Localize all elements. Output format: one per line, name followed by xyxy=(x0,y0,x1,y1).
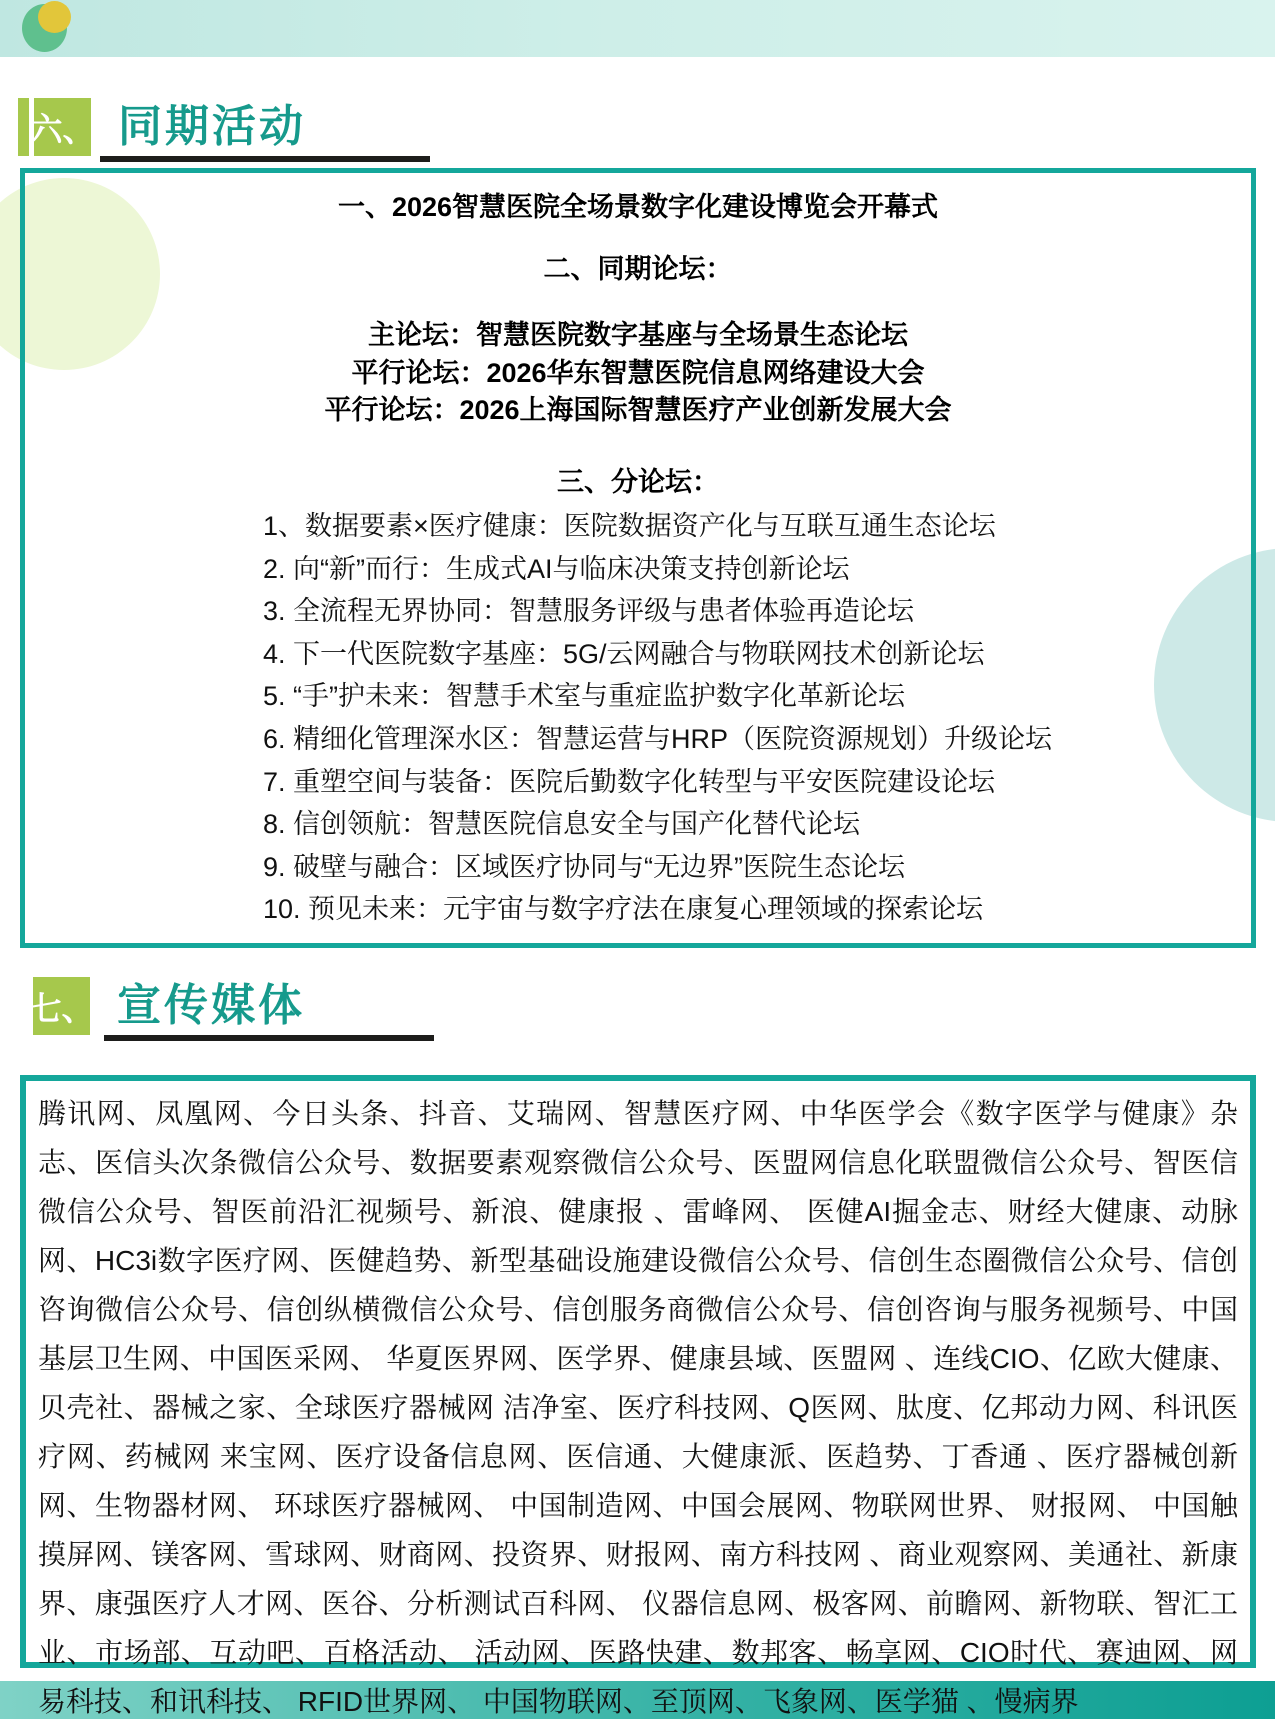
sub-forum-item: 5. “手”护未来：智慧手术室与重症监护数字化革新论坛 xyxy=(263,681,906,712)
section-number-badge: 七、 xyxy=(33,977,90,1035)
sub-forums-heading: 三、分论坛： xyxy=(557,467,719,497)
sub-forum-item: 4. 下一代医院数字基座：5G/云网融合与物联网技术创新论坛 xyxy=(263,638,985,669)
sub-forum-item: 2. 向“新”而行：生成式AI与临床决策支持创新论坛 xyxy=(263,553,850,584)
section-title: 宣传媒体 xyxy=(117,981,305,1030)
media-panel xyxy=(20,1075,1256,1717)
sub-forum-item: 7. 重塑空间与装备：医院后勤数字化转型与平安医院建设论坛 xyxy=(263,766,996,797)
activities-panel xyxy=(20,168,1256,948)
section-title-underline xyxy=(100,156,430,162)
sub-forum-item: 8. 信创领航：智慧医院信息安全与国产化替代论坛 xyxy=(263,809,861,840)
sub-forum-item: 9. 破壁与融合：区域医疗协同与“无边界”医院生态论坛 xyxy=(263,851,906,882)
sub-forum-item: 3. 全流程无界协同：智慧服务评级与患者体验再造论坛 xyxy=(263,596,915,627)
section-activities-header xyxy=(18,98,306,156)
media-list-text: 腾讯网、凤凰网、今日头条、抖音、艾瑞网、智慧医疗网、中华医学会《数字医学与健康》杂志、医信头次条微信公众号、数据要素观察微信公众号、医盟网信息化联盟微信公众号、智医信微信公众号、智医前沿汇视频号、新浪、健康报 、雷峰网、 医健AI掘金志、财经大健康、动脉网、HC3i数字医疗网、医健趋势、新型基础设施建设微信公众号、信创生态圈微信公众号、信创咨询微信公众号、信创纵横微信公众号、信创服务商微信公众号、信创咨询与服务视频号、中国基层卫生网、中国医采网、 华夏医界网、医学界、健康县域、医盟网 、连线CIO、亿欧大健康、贝壳社、器械之家、全球医疗器械网 洁净室、医疗科技网、Q医网、肽度、亿邦动力网、科讯医疗网、药械网 来宝网、医疗设备信息网、医信通、大健康派、医趋势、丁香通 、医疗器械创新网、生物器材网、 环球医疗器械网、 中国制造网、中国会展网、物联网世界、 财报网、 中国触摸屏网、镁客网、雪球网、财商网、投资界、财报网、南方科技网 、商业观察网、美通社、新康界、康强医疗人才网、医谷、分析测试百科网、 仪器信息网、极客网、前瞻网、新物联、智汇工业、市场部、互动吧、百格活动、 活动网、医路快建、数邦客、畅享网、CIO时代、赛迪网、网易科技、和讯科技、 RFID世界网、 中国物联网、至顶网、飞象网、医学猫 、慢病界 xyxy=(38,1098,1238,1717)
opening-ceremony-line: 一、2026智慧医院全场景数字化建设博览会开幕式 xyxy=(337,192,939,222)
top-banner xyxy=(0,0,1275,57)
logo-yellow-circle-icon xyxy=(38,1,71,33)
forums-heading: 二、同期论坛： xyxy=(543,254,733,284)
parallel-forum-line-1: 平行论坛：2026华东智慧医院信息网络建设大会 xyxy=(351,358,925,388)
section-title: 同期活动 xyxy=(118,102,306,151)
section-title-underline xyxy=(104,1035,434,1041)
section-accent-bar xyxy=(18,98,29,156)
sub-forum-item: 10. 预见未来：元宇宙与数字疗法在康复心理领域的探索论坛 xyxy=(263,894,984,925)
parallel-forum-line-2: 平行论坛：2026上海国际智慧医疗产业创新发展大会 xyxy=(324,395,952,425)
main-forum-line: 主论坛：智慧医院数字基座与全场景生态论坛 xyxy=(368,320,908,350)
section-number-badge: 六、 xyxy=(34,98,91,156)
section-media-header xyxy=(28,977,305,1035)
sub-forum-item: 6. 精细化管理深水区：智慧运营与HRP（医院资源规划）升级论坛 xyxy=(263,723,1053,754)
sub-forum-list xyxy=(263,505,1221,931)
sub-forum-item: 1、数据要素×医疗健康：医院数据资产化与互联互通生态论坛 xyxy=(263,511,996,541)
